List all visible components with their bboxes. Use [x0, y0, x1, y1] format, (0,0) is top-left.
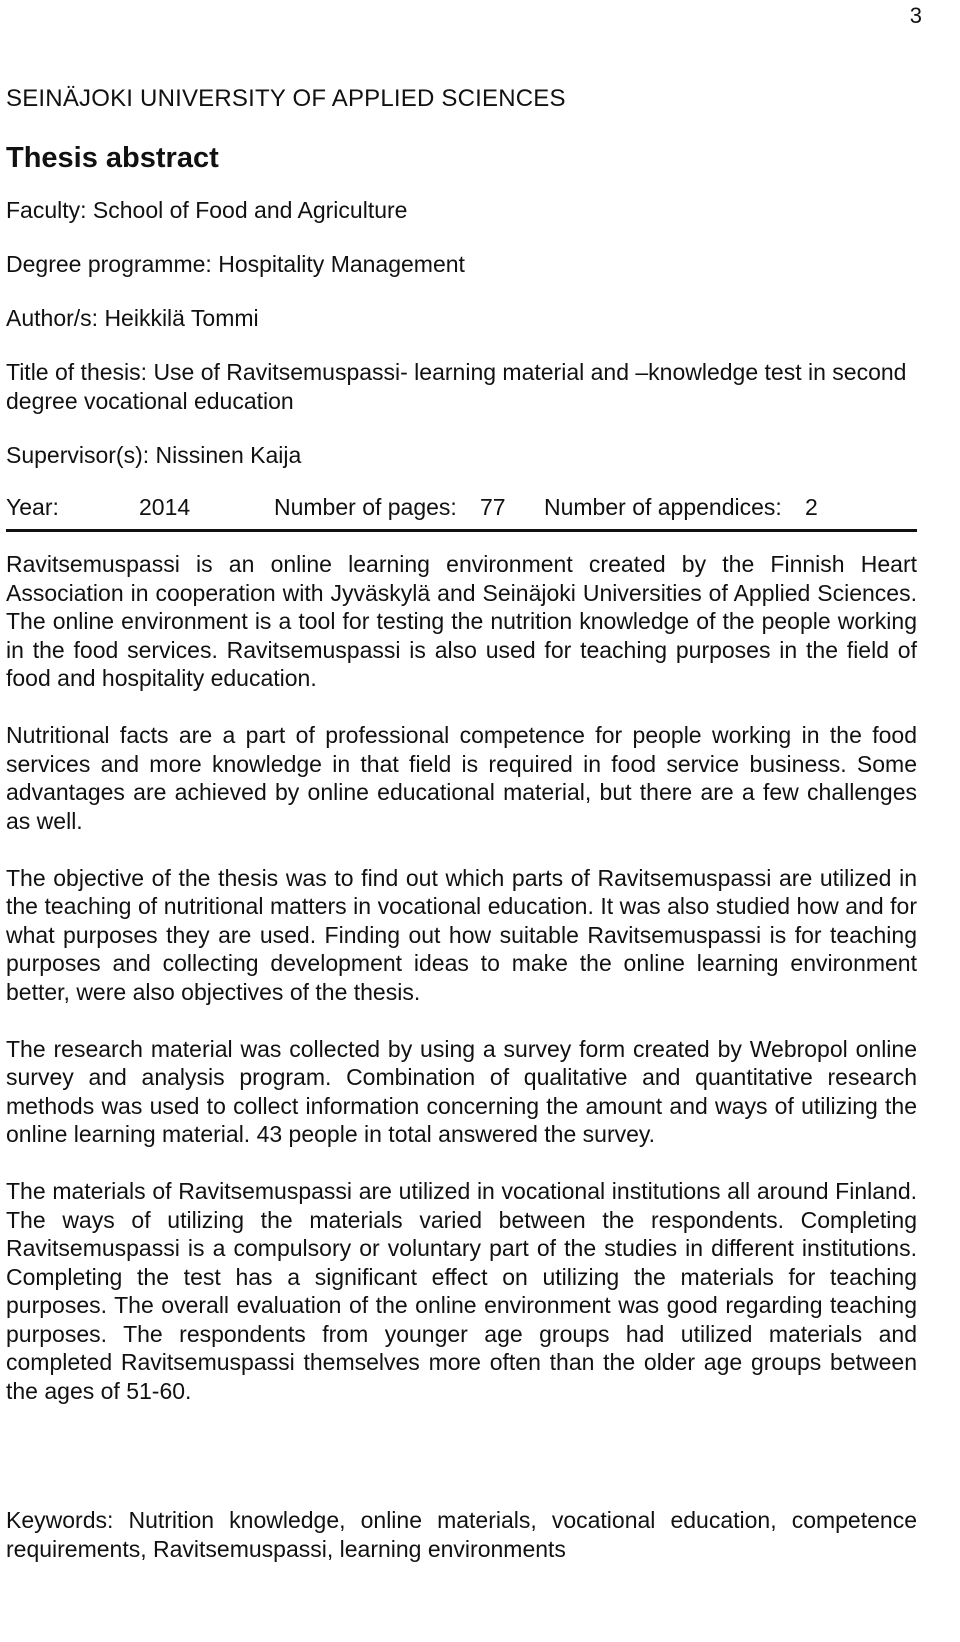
- supervisor-value: Nissinen Kaija: [155, 441, 302, 468]
- appendices-label: Number of appendices:: [544, 493, 782, 520]
- abstract-paragraph: Nutritional facts are a part of professional competence for people working in the food services and more knowledge in that field is required in food service business. Some advantages are achieved by online educational material, but there are a few challenges as well.: [6, 722, 917, 834]
- degree-line: [6, 250, 917, 279]
- year-label: Year:: [6, 493, 59, 520]
- degree-label: Degree programme:: [6, 251, 212, 277]
- page-title: Thesis abstract: [6, 142, 219, 174]
- thesis-title-line: [6, 358, 917, 415]
- abstract-paragraph: Ravitsemuspassi is an online learning environment created by the Finnish Heart Association in cooperation with Jyväskylä and Seinäjoki Universities of Applied Sciences. The online environment is a tool for testing the nutrition knowledge of the people working in the food services. Ravitsemuspassi is also used for teaching purposes in the field of food and hospitality education.: [6, 551, 917, 691]
- supervisor-label: Supervisor(s):: [6, 441, 150, 468]
- abstract-body: [6, 550, 917, 1405]
- thesis-title-label: Title of thesis:: [6, 359, 148, 385]
- degree-value: Hospitality Management: [218, 251, 465, 277]
- author-line: [6, 304, 917, 333]
- year-value: 2014: [139, 493, 191, 520]
- year-pages-row: [6, 493, 917, 522]
- abstract-page: [6, 84, 917, 1434]
- thesis-title-value: Use of Ravitsemuspassi- learning material and –knowledge test in second degree vocational education: [6, 359, 907, 414]
- faculty-value: School of Food and Agriculture: [92, 197, 408, 223]
- supervisor-line: [6, 441, 917, 470]
- page-number: 3: [909, 3, 922, 28]
- author-label: Author/s:: [6, 305, 99, 331]
- pages-label: Number of pages:: [274, 493, 457, 520]
- abstract-paragraph: The materials of Ravitsemuspassi are utilized in vocational institutions all around Finland. The ways of utilizing the materials varied between the respondents. Completing Ravitsemuspassi is a compulsory or voluntary part of the studies in different institutions. Completing the test has a significant effect on utilizing the materials for teaching purposes. The overall evaluation of the online environment was good regarding teaching purposes. The respondents from younger age groups had utilized materials and completed Ravitsemuspassi themselves more often than the older age groups between the ages of 51-60.: [6, 1178, 917, 1404]
- abstract-paragraph: The research material was collected by using a survey form created by Webropol online survey and analysis program. Combination of qualitative and quantitative research methods was used to collect information concerning the amount and ways of utilizing the online learning material. 43 people in total answered the survey.: [6, 1035, 917, 1147]
- faculty-line: [6, 196, 917, 225]
- divider: [6, 529, 917, 532]
- faculty-label: Faculty:: [6, 197, 87, 223]
- appendices-value: 2: [805, 493, 818, 520]
- keywords-label: Keywords:: [6, 1507, 114, 1533]
- pages-value: 77: [480, 493, 506, 520]
- keywords: [6, 1506, 917, 1563]
- author-value: Heikkilä Tommi: [104, 305, 259, 331]
- keywords-value: Nutrition knowledge, online materials, vocational education, competence requirements, Ravitsemuspassi, learning environments: [6, 1507, 917, 1562]
- abstract-paragraph: The objective of the thesis was to find out which parts of Ravitsemuspassi are utilized in the teaching of nutritional matters in vocational education. It was also studied how and for what purposes they are used. Finding out how suitable Ravitsemuspassi is for teaching purposes and collecting development ideas to make the online learning environment better, were also objectives of the thesis.: [6, 864, 917, 1005]
- university-name: SEINÄJOKI UNIVERSITY OF APPLIED SCIENCES: [6, 85, 566, 112]
